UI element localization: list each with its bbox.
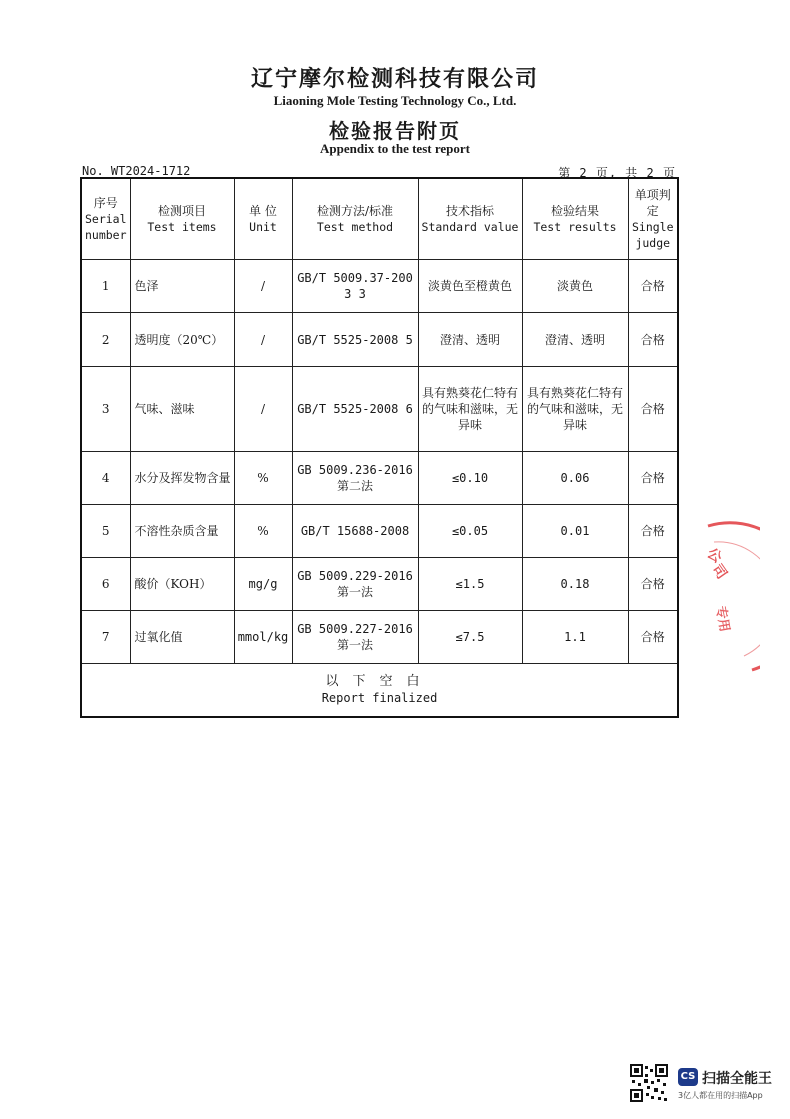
document-title-en: Appendix to the test report [320,141,470,156]
company-name-en: Liaoning Mole Testing Technology Co., Ltd. [273,93,517,108]
cell-unit: / [234,313,292,367]
cell-serial: 2 [81,313,130,367]
cell-judge: 合格 [628,558,678,611]
cell-method: GB/T 5009.37-2003 3 [292,260,418,313]
cell-result: 0.01 [522,505,628,558]
scanner-app-tagline: 3亿人都在用的扫描App [678,1091,763,1100]
cell-unit: / [234,260,292,313]
scanner-app-name: 扫描全能王 [702,1071,772,1087]
cell-judge: 合格 [628,367,678,452]
cell-unit: mmol/kg [234,611,292,664]
cell-result: 0.18 [522,558,628,611]
header-test-items: 检测项目 Test items [130,178,234,260]
table-row [81,367,678,452]
cell-judge: 合格 [628,505,678,558]
qr-code-icon [630,1064,668,1102]
cell-result: 1.1 [522,611,628,664]
table-row [81,558,678,611]
table-end-row [81,664,678,718]
table-header-row [81,178,678,260]
header-single-judge: 单项判定 Single judge [628,178,678,260]
cell-method: GB 5009.236-2016 第二法 [292,452,418,505]
cell-method: GB 5009.227-2016 第一法 [292,611,418,664]
cell-unit: / [234,367,292,452]
end-marker-en: Report finalized [321,691,438,705]
cell-test-item: 水分及挥发物含量 [130,452,234,505]
header-test-method: 检测方法/标准 Test method [292,178,418,260]
cell-result: 澄清、透明 [522,313,628,367]
cell-test-item: 不溶性杂质含量 [130,505,234,558]
cell-serial: 7 [81,611,130,664]
company-seal-stamp [700,520,760,680]
test-results-table [80,177,679,718]
cell-test-item: 过氧化值 [130,611,234,664]
scanner-watermark [630,1064,780,1106]
cell-serial: 3 [81,367,130,452]
cell-result: 0.06 [522,452,628,505]
table-row [81,452,678,505]
camscanner-logo-icon: CS [678,1068,698,1086]
end-marker-cn: 以下空白 [325,674,434,689]
header-standard-value: 技术指标 Standard value [418,178,522,260]
cell-method: GB/T 5525-2008 6 [292,367,418,452]
svg-text:公: 公 [703,545,725,567]
cell-standard: ≤1.5 [418,558,522,611]
table-row [81,313,678,367]
cell-unit: % [234,505,292,558]
cell-serial: 6 [81,558,130,611]
cell-standard: ≤7.5 [418,611,522,664]
cell-serial: 5 [81,505,130,558]
svg-text:专用: 专用 [712,604,732,634]
cell-serial: 1 [81,260,130,313]
cell-standard: ≤0.05 [418,505,522,558]
cell-judge: 合格 [628,611,678,664]
cell-result: 淡黄色 [522,260,628,313]
document-title-cn: 检验报告附页 [329,119,461,143]
cell-method: GB 5009.229-2016 第一法 [292,558,418,611]
cell-judge: 合格 [628,260,678,313]
table-row [81,505,678,558]
table-row [81,260,678,313]
cell-standard: 淡黄色至橙黄色 [418,260,522,313]
header-unit: 单 位 Unit [234,178,292,260]
cell-standard: ≤0.10 [418,452,522,505]
end-of-report-cell [81,664,678,718]
cell-result: 具有熟葵花仁特有的气味和滋味，无异味 [522,367,628,452]
report-number: No. WT2024-1712 [82,164,191,178]
cell-unit: % [234,452,292,505]
page-indicator: 第 2 页, 共 2 页 [558,166,676,180]
header-test-results: 检验结果 Test results [522,178,628,260]
cell-standard: 澄清、透明 [418,313,522,367]
cell-method: GB/T 15688-2008 [292,505,418,558]
cell-judge: 合格 [628,452,678,505]
table-row [81,611,678,664]
cell-serial: 4 [81,452,130,505]
svg-text:司: 司 [708,561,730,583]
cell-standard: 具有熟葵花仁特有的气味和滋味，无异味 [418,367,522,452]
header-serial: 序号 Serial number [81,178,130,260]
company-name-cn: 辽宁摩尔检测科技有限公司 [250,66,539,92]
seal-ring [708,523,760,670]
cell-judge: 合格 [628,313,678,367]
cell-test-item: 酸价（KOH） [130,558,234,611]
cell-unit: mg/g [234,558,292,611]
cell-test-item: 透明度（20℃） [130,313,234,367]
cell-test-item: 气味、滋味 [130,367,234,452]
cell-test-item: 色泽 [130,260,234,313]
cell-method: GB/T 5525-2008 5 [292,313,418,367]
